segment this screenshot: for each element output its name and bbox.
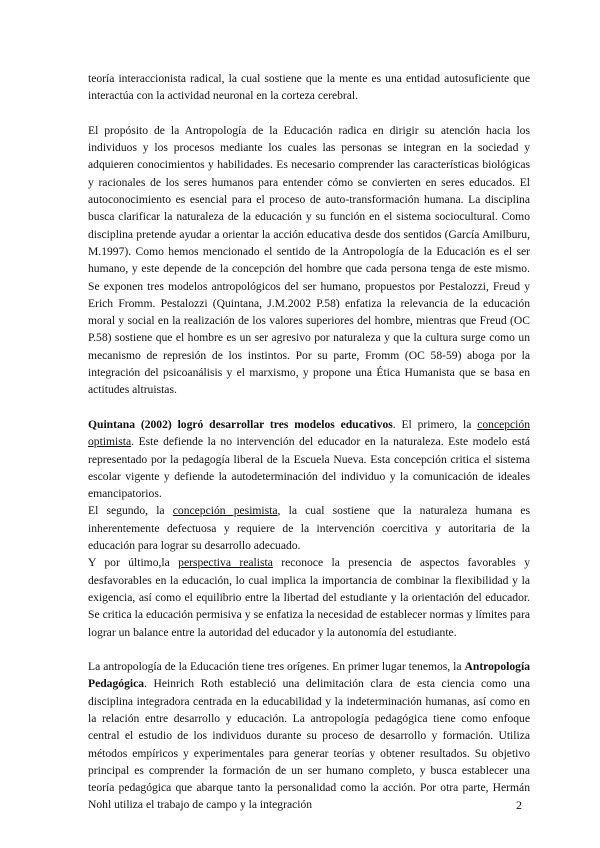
paragraph-second-model: [88, 502, 530, 554]
term-concepcion-optimista: concepción optimista: [88, 417, 530, 449]
text-segment: Y por último,la: [88, 556, 179, 570]
paragraph-purpose: El propósito de la Antropología de la Educación radica en dirigir su atención hacia los individuos y los procesos mediante los cuales las personas se integran en la sociedad y adquieren conocimientos y habilidades. Es necesario comprender las características biológicas y racionales de los seres humanos para entender cómo se convierten en seres educados. El autoconocimiento es esencial para el proceso de auto-transformación humana. La disciplina busca clarificar la naturaleza de la educación y su función en el sistema sociocultural. Como disciplina pretende ayudar a orientar la acción educativa desde dos sentidos (García Amilburu, M.1997). Como hemos mencionado el sentido de la Antropología de la Educación es el ser humano, y este depende de la concepción del hombre que cada persona tenga de este mismo. Se exponen tres modelos antropológicos del ser humano, propuestos por Pestalozzi, Freud y Erich Fromm. Pestalozzi (Quintana, J.M.2002 P.58) enfatiza la relevancia de la educación moral y social en la realización de los valores superiores del hombre, mientras que Freud (OC P.58) sostiene que el hombre es un ser agresivo por naturaleza y que la cultura surge como un mecanismo de represión de los instintos. Por su parte, Fromm (OC 58-59) aboga por la integración del psicoanálisis y el marxismo, y propone una Ética Humanista que se basa en actitudes altruistas.: [88, 123, 530, 397]
page-number: 2: [516, 798, 522, 812]
text-segment: , la cual sostiene que la naturaleza humana es inherentemente defectuosa y requiere de la intervención coercitiva y autoritaria de la educación para lograr su desarrollo adecuado.: [88, 504, 530, 553]
term-concepcion-pesimista: concepción pesimista: [172, 504, 278, 518]
text-segment: reconoce la presencia de aspectos favorables y desfavorables en la educación, lo cual implica la importancia de combinar la flexibilidad y la exigencia, así como el equilibrio entre la libertad del estudiante y la orientación del educador. Se critica la educación permisiva y se enfatiza la necesidad de establecer normas y límites para lograr un balance entre la autoridad del educador y la autonomía del estudiante.: [88, 556, 530, 639]
paragraph-origins: [88, 658, 530, 814]
term-antropologia-pedagogica: Antropología Pedagógica: [88, 660, 530, 691]
text-segment: . Este defiende la no intervención del educador en la naturaleza. Este modelo está representado por la pedagogía liberal de la Escuela Nueva. Esta concepción critica el sistema escolar vigente y defiende la autodeterminación del individuo y la comunicación de ideales emancipatorios.: [88, 435, 530, 501]
text-segment: . El primero, la: [392, 417, 478, 431]
page-body: [88, 70, 530, 814]
text-segment: La antropología de la Educación tiene tres orígenes. En primer lugar tenemos, la: [88, 660, 465, 674]
text-segment: El segundo, la: [88, 504, 173, 518]
paragraph-intro-continuation: teoría interaccionista radical, la cual sostiene que la mente es una entidad autosuficiente que interactúa con la actividad neuronal en la corteza cerebral.: [88, 72, 530, 103]
paragraph-quintana-models: [88, 416, 530, 502]
term-perspectiva-realista: perspectiva realista: [178, 556, 273, 570]
paragraph-third-model: [88, 554, 530, 640]
quintana-heading-bold: Quintana (2002) logró desarrollar tres modelos educativos: [88, 417, 393, 431]
text-segment: . Heinrich Roth estableció una delimitación clara de esta ciencia como una disciplina integradora centrada en la educabilidad y la indeterminación humanas, así como en la relación entre desarrollo y educación. La antropología pedagógica tiene como enfoque central el estudio de los individuos durante su proceso de desarrollo y formación. Utiliza métodos empíricos y experimentales para generar teorías y obtener resultados. Su objetivo principal es comprender la formación de un ser humano completo, y busca establecer una teoría pedagógica que abarque tanto la personalidad como la acción. Por otra parte, Hermán Nohl utiliza el trabajo de campo y la integración: [88, 677, 530, 812]
